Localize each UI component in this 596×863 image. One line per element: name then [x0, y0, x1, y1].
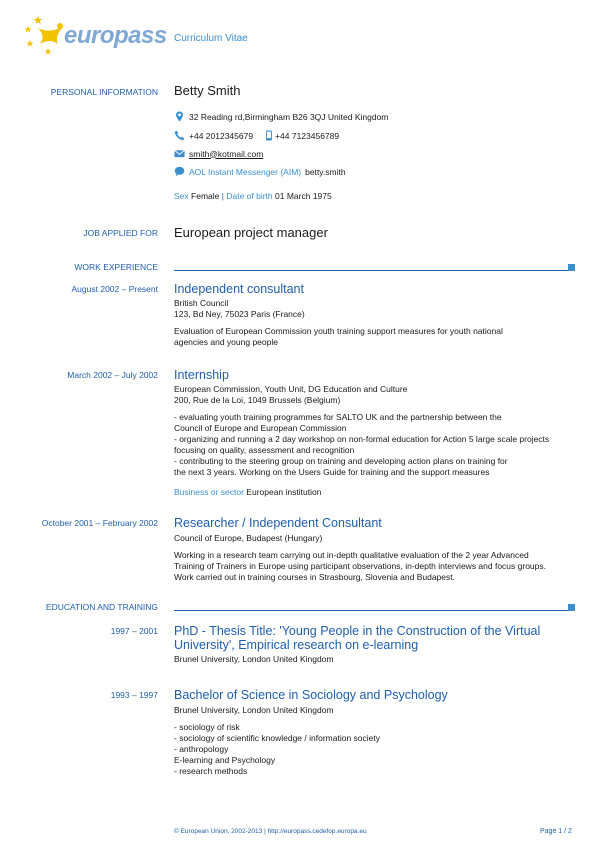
sex-dob-line [174, 191, 574, 202]
address-line [174, 111, 388, 122]
section-divider-box [568, 264, 575, 271]
work-title: Independent consultant [174, 282, 304, 296]
work-description: Evaluation of European Commission youth training support measures for youth national agencies and young people [174, 326, 503, 347]
sex-value: Female [191, 191, 220, 201]
mobile-phone-icon [265, 130, 273, 141]
section-label-work-experience: WORK EXPERIENCE [74, 262, 158, 272]
separator: | [221, 191, 224, 201]
phone-line [174, 130, 339, 141]
work-employer: Council of Europe, Budapest (Hungary) [174, 533, 323, 543]
phone-icon [174, 130, 185, 141]
email-link[interactable]: smith@kotmail.com [189, 148, 264, 159]
work-description: Working in a research team carrying out in-depth qualitative evaluation of the 2 year Advanced Training of Trainers in Europe using participant observations, in-depth interviews and focus groups. Work carried out in training courses in Strasbourg, Slovenia and Budapest. [174, 550, 546, 582]
sex-label: Sex [174, 191, 189, 201]
email-line [174, 148, 263, 159]
footer-page-number: Page 1 / 2 [540, 828, 572, 835]
dob-value: 01 March 1975 [275, 191, 332, 201]
education-description: - sociology of risk - sociology of scientific knowledge / information society - anthropology E-learning and Psychology - research methods [174, 722, 380, 776]
work-description: - evaluating youth training programmes for SALTO UK and the partnership between the Council of Europe and European Commission - organizing and running a 2 day workshop on non-formal education for Action 5 large scale projects focusing on quality, assessment and recognition - contributing to the steering group on training and developing action plans on training for the next 3 years. Working on the Users Guide for training and the support measures [174, 412, 550, 477]
work-employer: British Council 123, Bd Ney, 75023 Paris (France) [174, 298, 305, 319]
work-date: August 2002 – Present [71, 284, 158, 294]
work-date: October 2001 – February 2002 [41, 518, 158, 528]
section-label-job-applied-for: JOB APPLIED FOR [83, 228, 158, 238]
address-text: 32 Reading rd,Birmingham B26 3QJ United Kingdom [189, 111, 389, 122]
education-date: 1997 – 2001 [110, 626, 158, 636]
sector-label: Business or sector [174, 487, 244, 497]
email-envelope-icon [174, 148, 185, 159]
section-divider [174, 610, 573, 611]
work-date: March 2002 – July 2002 [67, 370, 158, 380]
im-line [174, 166, 346, 177]
document-title: Curriculum Vitae [174, 33, 248, 44]
dob-label: Date of birth [226, 191, 273, 201]
section-label-personal-information: PERSONAL INFORMATION [50, 87, 158, 97]
education-organisation: Brunel University, London United Kingdom [174, 654, 334, 664]
section-label-education-and-training: EDUCATION AND TRAINING [45, 602, 158, 612]
work-sector-line [174, 487, 574, 498]
europass-logo-text: europass [64, 22, 167, 49]
section-divider [174, 270, 573, 271]
im-service-label: AOL Instant Messenger (AIM) [189, 166, 302, 177]
education-organisation: Brunel University, London United Kingdom [174, 705, 334, 715]
education-title: Bachelor of Science in Sociology and Psychology [174, 688, 448, 702]
section-divider-box [568, 604, 575, 611]
chat-bubble-icon [174, 166, 185, 177]
sector-value: European institution [246, 487, 322, 497]
job-applied-value: European project manager [174, 225, 328, 240]
mobile-text: +44 7123456789 [275, 130, 340, 141]
im-handle: betty.smith [305, 166, 346, 177]
education-date: 1993 – 1997 [110, 690, 158, 700]
phone-text: +44 2012345679 [189, 130, 254, 141]
work-employer: European Commission, Youth Unit, DG Education and Culture 200, Rue de la Loi, 1049 Brussels (Belgium) [174, 384, 408, 405]
footer-copyright-link[interactable]: © European Union, 2002-2013 | http://europass.cedefop.europa.eu [174, 828, 367, 835]
person-name: Betty Smith [174, 83, 241, 98]
work-title: Internship [174, 368, 229, 382]
work-title: Researcher / Independent Consultant [174, 516, 382, 530]
location-pin-icon [174, 111, 185, 122]
education-title: PhD - Thesis Title: 'Young People in the Construction of the Virtual University', Empirical research on e-learning [174, 624, 541, 652]
